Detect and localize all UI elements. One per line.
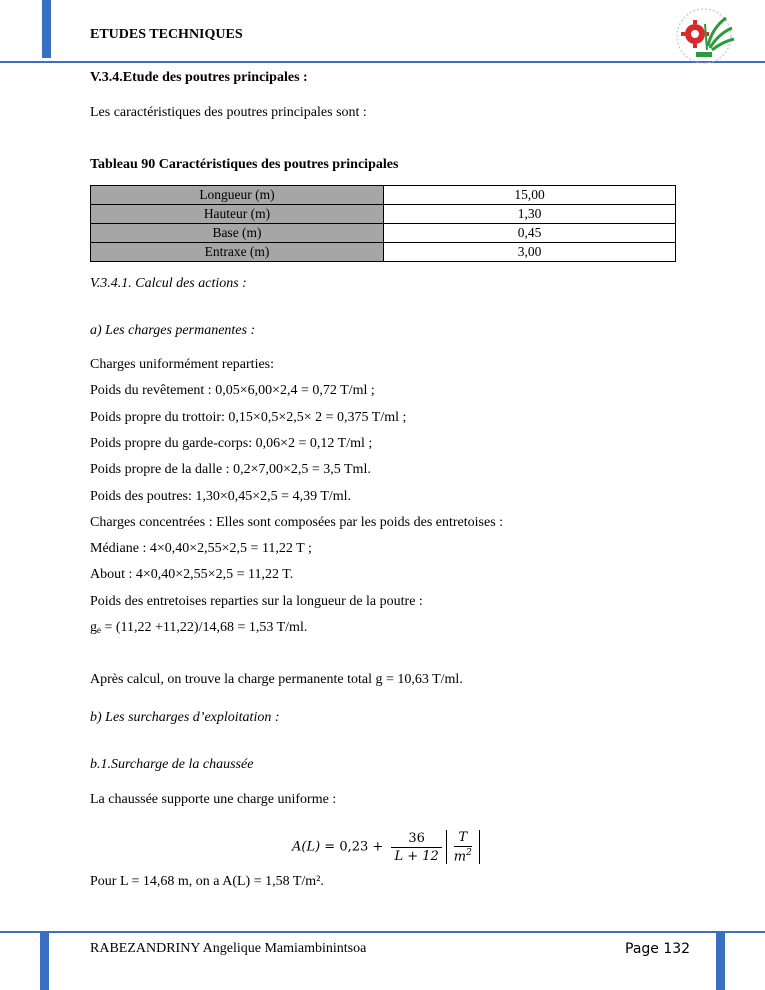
- table-row: [91, 186, 676, 205]
- ge-subscript: e: [97, 625, 101, 635]
- permanent-loads-heading: a) Les charges permanentes :: [90, 323, 256, 338]
- table-cell-value: 0,45: [384, 224, 676, 243]
- b1-heading: b.1.Surcharge de la chaussée: [90, 757, 254, 772]
- table-cell-label: Base (m): [91, 224, 384, 243]
- unit-exponent: 2: [466, 848, 472, 858]
- formula-unit: [446, 830, 480, 864]
- body-line: Poids propre du garde-corps: 0,06×2 = 0,12 T/ml ;: [90, 436, 373, 451]
- body-line: Médiane : 4×0,40×2,55×2,5 = 11,22 T ;: [90, 541, 312, 556]
- footer-left-bar: [40, 933, 49, 990]
- surcharges-heading: b) Les surcharges d’exploitation :: [90, 710, 280, 725]
- table-caption: Tableau 90 Caractéristiques des poutres principales: [90, 157, 399, 172]
- body-line: Poids des entretoises reparties sur la longueur de la poutre :: [90, 594, 423, 609]
- ge-symbol: g: [90, 620, 97, 635]
- formula-eq: = 0,23 +: [320, 839, 388, 855]
- section-title: V.3.4.Etude des poutres principales :: [90, 70, 308, 85]
- characteristics-table: [90, 185, 676, 262]
- body-line: Poids propre du trottoir: 0,15×0,5×2,5× 2 = 0,375 T/ml ;: [90, 410, 407, 425]
- header-rule: [0, 61, 765, 63]
- body-line: Poids propre de la dalle : 0,2×7,00×2,5 = 3,5 Tml.: [90, 462, 371, 477]
- unit-numerator: T: [451, 830, 475, 847]
- body-line: Poids des poutres: 1,30×0,45×2,5 = 4,39 T/ml.: [90, 489, 352, 504]
- header-title: ETUDES TECHNIQUES: [90, 27, 243, 42]
- table-cell-label: Longueur (m): [91, 186, 384, 205]
- ge-equation: = (11,22 +11,22)/14,68 = 1,53 T/ml.: [101, 620, 308, 635]
- unit-denominator: m: [453, 849, 467, 865]
- formula-denominator: L + 12: [394, 848, 439, 864]
- body-line: Poids du revêtement : 0,05×6,00×2,4 = 0,72 T/ml ;: [90, 383, 375, 398]
- load-formula: [292, 830, 480, 866]
- footer-author: RABEZANDRINY Angelique Mamiambinintsoa: [90, 941, 367, 956]
- ge-line: [90, 620, 307, 636]
- formula-lhs: A(L): [292, 839, 321, 855]
- table-row: [91, 243, 676, 262]
- table-cell-value: 15,00: [384, 186, 676, 205]
- subsection-title: V.3.4.1. Calcul des actions :: [90, 276, 247, 291]
- table-row: [91, 224, 676, 243]
- table-row: [91, 205, 676, 224]
- footer-right-bar: [716, 933, 725, 990]
- intro-text: Les caractéristiques des poutres principales sont :: [90, 105, 367, 120]
- formula-result: Pour L = 14,68 m, on a A(L) = 1,58 T/m².: [90, 874, 324, 889]
- page-number: Page 132: [625, 941, 691, 957]
- table-cell-label: Entraxe (m): [91, 243, 384, 262]
- total-permanent-load: Après calcul, on trouve la charge permanente total g = 10,63 T/ml.: [90, 672, 463, 687]
- university-logo: [668, 6, 740, 66]
- formula-fraction: [391, 831, 441, 864]
- body-line: Charges concentrées : Elles sont composées par les poids des entretoises :: [90, 515, 504, 530]
- table-cell-label: Hauteur (m): [91, 205, 384, 224]
- table-cell-value: 3,00: [384, 243, 676, 262]
- formula-numerator: 36: [391, 831, 441, 848]
- footer-rule: [0, 931, 765, 933]
- header-left-bar: [42, 0, 51, 58]
- body-line: About : 4×0,40×2,55×2,5 = 11,22 T.: [90, 567, 294, 582]
- body-line: Charges uniformément reparties:: [90, 357, 275, 372]
- table-cell-value: 1,30: [384, 205, 676, 224]
- b1-text: La chaussée supporte une charge uniforme :: [90, 792, 337, 807]
